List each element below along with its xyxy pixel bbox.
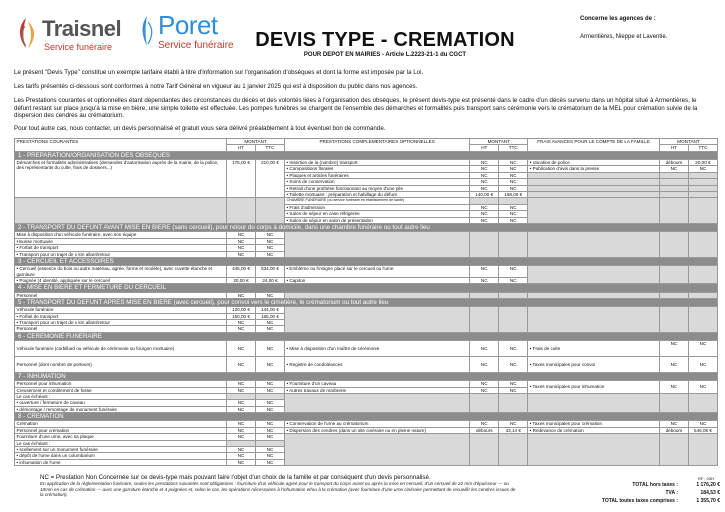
- option-label: • Retrait d'une prothèse fonctionnant au moyen d'une pile: [285, 185, 470, 191]
- agencies-list: Armentières, Nieppe et Laventie.: [580, 34, 668, 40]
- traisnel-logo-icon: [14, 16, 40, 50]
- header-ttc: TTC: [688, 145, 717, 151]
- section-header: [15, 298, 718, 306]
- fee-ttc: NC: [688, 340, 717, 356]
- option-label: • Registre de condoléances: [285, 356, 470, 372]
- amount-ttc: NC: [256, 340, 285, 356]
- tva-value: 184,53 €: [700, 490, 720, 496]
- table-header-row: [15, 139, 718, 145]
- empty-cell: [499, 232, 528, 258]
- fee-label: • Taxes municipales pour crémation: [528, 421, 660, 427]
- row-label: • scellement sur un monument funéraire: [15, 447, 227, 453]
- row-label: Véhicule funéraire (corbillard ou véhicule de cérémonie ou fourgon mortuaire): [15, 340, 227, 356]
- empty-cell: [659, 198, 688, 224]
- amount-ttc: 144,00 €: [256, 307, 285, 313]
- row-label: Personnel (dont nombre de porteurs): [15, 356, 227, 372]
- fee-label: • Taxes municipales pour inhumation: [528, 381, 660, 394]
- section-header: [15, 224, 718, 232]
- amount-ttc: NC: [256, 447, 285, 453]
- empty-cell: [659, 307, 688, 333]
- fee-ttc: NC: [688, 356, 717, 372]
- total-ht-row: [540, 481, 720, 489]
- row-label: Le cas échéant :: [15, 393, 227, 399]
- option-label: • Fourniture d'un caveau: [285, 381, 470, 387]
- section-header: [15, 257, 718, 265]
- option-label: • Frais d'admission: [285, 204, 470, 210]
- fee-label: • Publication d'avis dans la presse: [528, 166, 660, 172]
- amount-ht: NC: [470, 172, 499, 178]
- amount-ttc: NC: [256, 251, 285, 257]
- empty-cell: [688, 393, 717, 412]
- empty-cell: [285, 232, 470, 258]
- fee-ttc: 546,05 €: [688, 427, 717, 433]
- amount-ttc: NC: [256, 400, 285, 406]
- amount-ht: NC: [470, 340, 499, 356]
- table-row: [15, 340, 718, 356]
- amount-ttc: NC: [256, 356, 285, 372]
- amount-ht: NC: [470, 381, 499, 387]
- amount-ht: NC: [227, 459, 256, 465]
- row-label: Personnel pour inhumation: [15, 381, 227, 387]
- traisnel-tagline: Service funéraire: [44, 42, 113, 52]
- header-prestations: PRESTATIONS COURANTES: [15, 139, 227, 152]
- header-ttc: TTC: [499, 145, 528, 151]
- empty-cell: [528, 266, 660, 284]
- section-header: [15, 332, 718, 340]
- amount-ht: 20,00 €: [227, 277, 256, 283]
- empty-cell: [659, 266, 688, 284]
- tva-row: [540, 489, 720, 497]
- amount-ttc: NC: [499, 387, 528, 393]
- amount-ttc: NC: [256, 387, 285, 393]
- section-title: 3 - CERCUEIL ET ACCESSOIRES: [15, 257, 718, 265]
- option-label: • Insertion de la (nombre) transport: [285, 160, 470, 166]
- regulation-note: En application de la réglementation funéraire, seules les prestations suivantes sont obligatoires : fourniture d'un véhicule agréé pour le transport du corps avant ou après la mise en cercueil, d'un cercueil de 22 mm d'épaisseur — ou 18mm en cas de crémation — avec une garniture étanche et 4 poignées et, selon le cas, les opérations nécessaires à l'inhumation et/ou à la crémation (avec fourniture d'une urne cinéraire permettant de recueillir les cendres issues de la crémation).: [40, 481, 516, 498]
- agencies-heading: Concerne les agences de :: [580, 16, 656, 22]
- section-header: [15, 372, 718, 380]
- row-label-text: Démarches et formalités administratives (demandes d'autorisation auprès de la: [16, 160, 178, 166]
- section-title: 1 - PREPARATION/ORGANISATION DES OBSEQUES: [15, 151, 718, 159]
- amount-ht: NC: [470, 166, 499, 172]
- footnotes: [40, 474, 520, 498]
- empty-cell: [285, 307, 470, 333]
- amount-ttc: NC: [499, 172, 528, 178]
- fee-ht: NC: [659, 421, 688, 427]
- row-label-text: • Cercueil (essence du bois ou autre matériau, agrée, forme et modèle), avec: [16, 266, 174, 272]
- option-label: • Soins de conservation: [285, 179, 470, 185]
- amount-ttc: NC: [256, 381, 285, 387]
- amount-ttc: NC: [256, 326, 285, 332]
- amount-ht: NC: [227, 232, 256, 238]
- empty-cell: [659, 232, 688, 258]
- option-label: • Emblème ou l'insigne placé sur le cercueil ou l'urne: [285, 266, 470, 278]
- empty-cell: [659, 393, 688, 412]
- table-row: [15, 356, 718, 372]
- amount-ttc: NC: [499, 179, 528, 185]
- amount-ttc: 534,00 €: [256, 266, 285, 278]
- row-label: Véhicule funéraire: [15, 307, 227, 313]
- empty-cell: [688, 232, 717, 258]
- document-subtitle: POUR DEPOT EN MAIRIES - Article L.2223-21-1 du CGCT: [303, 52, 467, 58]
- empty-cell: [256, 198, 285, 224]
- amount-ttc: NC: [499, 340, 528, 356]
- total-ttc-row: [540, 497, 720, 505]
- fee-ht: NC: [659, 356, 688, 372]
- amount-ht: 150,00 €: [227, 313, 256, 319]
- amount-ttc: NC: [499, 204, 528, 210]
- section-title: 4 - MISE EN BIERE ET FERMETURE DU CERCUEIL: [15, 284, 718, 292]
- fee-label: • Taxes municipales pour convoi: [528, 356, 660, 372]
- amount-ht: NC: [227, 406, 256, 412]
- amount-ht: NC: [470, 266, 499, 278]
- header-ht: HT: [470, 145, 499, 151]
- row-label: • Forfait de transport: [15, 245, 227, 251]
- amount-ttc: NC: [256, 319, 285, 325]
- empty-cell: [499, 307, 528, 333]
- section-title: 2 - TRANSPORT DU DEFUNT AVANT MISE EN BIERE (sans cercueil), pour retour du corps à domicile, dans une chambre funéraire ou tout autre lieu: [15, 224, 718, 232]
- empty-cell: [688, 434, 717, 466]
- amount-ht: NC: [470, 387, 499, 393]
- amount-ttc: NC: [256, 427, 285, 433]
- amount-ttc: NC: [499, 166, 528, 172]
- amount-ht: NC: [227, 434, 256, 440]
- section-title: 7 - INHUMATION: [15, 372, 718, 380]
- fee-ht: débours: [659, 427, 688, 433]
- amount-ttc: NC: [499, 356, 528, 372]
- totals-block: [540, 476, 720, 505]
- header-ht: HT: [659, 145, 688, 151]
- row-label: • Forfait de transport: [15, 313, 227, 319]
- amount-ht: NC: [470, 160, 499, 166]
- row-label: • Transport pour un trajet de x km allant/retour: [15, 251, 227, 257]
- empty-cell: [499, 393, 528, 412]
- section-title: 8 - CREMATION: [15, 413, 718, 421]
- amount-ht: NC: [470, 421, 499, 427]
- amount-ttc: NC: [256, 245, 285, 251]
- poret-logo-icon: [140, 14, 154, 48]
- empty-cell: [528, 232, 660, 258]
- header-ttc: TTC: [256, 145, 285, 151]
- empty-cell: [470, 232, 499, 258]
- fee-ttc: 20,00 €: [688, 160, 717, 166]
- fee-ht: NC: [659, 166, 688, 172]
- intro-paragraph: Le présent "Devis Type" constitue un exemple tarifaire établi à titre d'information sur l'organisation d'obsèques et dont la forme est imposée par la Loi.: [14, 69, 424, 76]
- row-label: Creusement et comblement de fosse: [15, 387, 227, 393]
- traisnel-logo: [14, 14, 124, 54]
- empty-cell: [688, 266, 717, 284]
- amount-ht: NC: [470, 217, 499, 223]
- empty-cell: [528, 434, 660, 466]
- amount-ht: NC: [227, 292, 256, 298]
- fee-ht: NC: [659, 381, 688, 394]
- amount-ht: NC: [227, 326, 256, 332]
- fee-ttc: NC: [688, 421, 717, 427]
- section-header: [15, 151, 718, 159]
- header-montant: MONTANT: [470, 139, 528, 145]
- empty-cell: [15, 198, 227, 224]
- table-row: [15, 232, 718, 238]
- empty-cell: [528, 393, 660, 412]
- amount-ttc: 24,00 €: [256, 277, 285, 283]
- empty-cell: [227, 198, 256, 224]
- amount-ttc: NC: [256, 406, 285, 412]
- empty-cell: [528, 198, 660, 224]
- amount-ttc: NC: [499, 160, 528, 166]
- empty-cell: [470, 393, 499, 412]
- row-label: Personnel: [15, 292, 227, 298]
- fee-label: • Frais de culte: [528, 340, 660, 356]
- row-label: Crémation: [15, 421, 227, 427]
- amount-ht: NC: [470, 204, 499, 210]
- amount-ht: NC: [227, 340, 256, 356]
- header-montant: MONTANT: [227, 139, 285, 145]
- empty-cell: [528, 307, 660, 333]
- amount-ttc: NC: [256, 459, 285, 465]
- amount-ttc: 43,14 €: [499, 427, 528, 433]
- amount-ht: NC: [227, 251, 256, 257]
- amount-ht: 120,00 €: [227, 307, 256, 313]
- row-label: [15, 266, 227, 278]
- option-label: • Dispersion des cendres (dans un site cinéraire ou en pleine nature): [285, 427, 470, 433]
- header-complementaires: PRESTATIONS COMPLEMENTAIRES OPTIONNELLES: [285, 139, 470, 152]
- amount-ttc: NC: [499, 277, 528, 283]
- amount-ht: NC: [227, 453, 256, 459]
- amount-ht: NC: [227, 427, 256, 433]
- amount-ttc: NC: [499, 217, 528, 223]
- option-label: • Autres travaux de marbrerie: [285, 387, 470, 393]
- amount-ttc: 210,00 €: [256, 160, 285, 198]
- row-label: • démontage / remontage de monument funéraire: [15, 406, 227, 412]
- row-label: • dépôt de l'urne dans un columbarium: [15, 453, 227, 459]
- header-montant: MONTANT: [659, 139, 717, 145]
- amount-ht: NC: [470, 356, 499, 372]
- option-label: • Plaques et articles funéraires: [285, 172, 470, 178]
- row-label: [15, 160, 227, 198]
- empty-cell: [470, 307, 499, 333]
- poret-tagline: Service funéraire: [158, 40, 234, 51]
- section-header: [15, 284, 718, 292]
- document-title: DEVIS TYPE - CREMATION: [255, 29, 515, 51]
- nc-legend: NC = Prestation Non Concernée sur ce devis-type mais pouvant faire l'objet d'un choix de la famille et par conséquent d'un devis personnalisé.: [40, 474, 431, 481]
- amount-ttc: NC: [499, 421, 528, 427]
- quote-table: [14, 138, 718, 466]
- fee-ht: NC: [659, 340, 688, 356]
- empty-cell: [470, 434, 499, 466]
- row-label: Fourniture d'une urne, avec sa plaque: [15, 434, 227, 440]
- amount-ht: 445,00 €: [227, 266, 256, 278]
- option-label: • Salon de séjour en salon de présentation: [285, 217, 470, 223]
- table-row: [15, 198, 718, 204]
- total-ttc-value: 1 355,70 €: [696, 498, 720, 504]
- section-title: 6 - CEREMONIE FUNERAIRE: [15, 332, 718, 340]
- amount-ht: NC: [227, 356, 256, 372]
- amount-ht: NC: [470, 277, 499, 283]
- total-ttc-label: TOTAL toutes taxes comprises :: [601, 498, 678, 504]
- amount-ht: NC: [470, 185, 499, 191]
- empty-cell: [285, 434, 470, 466]
- amount-ttc: 168,00 €: [499, 192, 528, 198]
- row-label-text: mairie, de la police, des représentants du culte, frais de dossiers...): [16, 160, 219, 171]
- row-label: Mise à disposition d'un véhicule funéraire, avec son équipe: [15, 232, 227, 238]
- amount-ttc: NC: [499, 266, 528, 278]
- header-frais-avances: FRAIS AVANCES POUR LE COMPTE DE LA FAMILLE: [528, 139, 660, 152]
- empty-cell: [688, 198, 717, 224]
- row-label: Housse mortuaire: [15, 238, 227, 244]
- empty-cell: [499, 434, 528, 466]
- empty-cell: [659, 434, 688, 466]
- row-label: • inhumation de l'urne: [15, 459, 227, 465]
- row-label: • Poignée (4 identité, appliquée sur le cercueil: [15, 277, 227, 283]
- amount-ht: NC: [227, 400, 256, 406]
- total-ht-value: 1 176,20 €: [696, 482, 720, 488]
- table-row: [15, 266, 718, 278]
- amount-ttc: NC: [256, 232, 285, 238]
- total-ht-label: TOTAL hors taxes :: [632, 482, 678, 488]
- amount-ht: débours: [470, 427, 499, 433]
- amount-ht: NC: [470, 179, 499, 185]
- traisnel-name: Traisnel: [42, 16, 122, 41]
- reference-code: RF : 03H: [697, 476, 714, 481]
- amount-ttc: NC: [256, 238, 285, 244]
- amount-ttc: NC: [499, 185, 528, 191]
- section-header: [15, 413, 718, 421]
- fee-label: • Redevance de crémation: [528, 427, 660, 433]
- amount-ht: NC: [227, 245, 256, 251]
- intro-paragraph: Pour tout autre cas, nous contacter, un devis personnalisé et gratuit vous sera délivré préalablement à tout éventuel bon de commande.: [14, 125, 386, 132]
- fee-ht: débours: [659, 160, 688, 166]
- option-label: • Toilette mortuaire : préparation et habillage du défunt: [285, 192, 470, 198]
- header-ht: HT: [227, 145, 256, 151]
- option-group-label: CHAMBRE FUNERAIRE (ou service funéraire en établissement de santé): [285, 198, 470, 204]
- amount-ht: NC: [227, 421, 256, 427]
- amount-ttc: NC: [256, 453, 285, 459]
- amount-ht: NC: [227, 387, 256, 393]
- amount-ht: 140,00 €: [470, 192, 499, 198]
- row-label: Le cas échéant :: [15, 440, 227, 446]
- poret-logo: [140, 10, 250, 54]
- amount-ttc: NC: [256, 292, 285, 298]
- option-label: • Capiton: [285, 277, 470, 283]
- amount-ht: NC: [227, 381, 256, 387]
- row-label-text: cuvette étanche et garniture: [16, 266, 213, 277]
- section-title: 5 - TRANSPORT DU DEFUNT APRES MISE EN BIERE (avec cercueil), pour convoi vers le cimetière, le crématorium ou tout autre lieu: [15, 298, 718, 306]
- tva-label: TVA :: [665, 490, 678, 496]
- fee-ttc: NC: [688, 381, 717, 394]
- option-label: • Compositions florales: [285, 166, 470, 172]
- empty-cell: [688, 307, 717, 333]
- option-label: • Mise à disposition d'un maître de cérémonie: [285, 340, 470, 356]
- row-label: • ouverture / fermeture de caveau: [15, 400, 227, 406]
- amount-ttc: NC: [256, 434, 285, 440]
- amount-ht: 175,00 €: [227, 160, 256, 198]
- intro-paragraph: Les Prestations courantes et optionnelles étant dépendantes des circonstances du décès et des volontés liées à l'organisation des obsèques, le présent devis-type est présenté dans le cadre d'un décès survenu dans un hôpital situé à Armentières, le défunt restant sur place jusqu'à la mise en bière, une simple toilette est effectuée. Les pompes funèbres se chargent de l'ensemble des démarches et formalités puis transport sans cérémonie vers le crématorium de la MEL pour crémation suivie de la dispersion des cendres au crématorium.: [14, 97, 698, 120]
- option-label: • Conservation de l'urne au crématorium: [285, 421, 470, 427]
- option-label: • Salon de séjour en case réfrigérée: [285, 211, 470, 217]
- fee-ttc: NC: [688, 166, 717, 172]
- amount-ttc: 165,00 €: [256, 313, 285, 319]
- row-label: • Transport pour un trajet de x km allant/retour: [15, 319, 227, 325]
- amount-ttc: NC: [256, 421, 285, 427]
- row-label: Personnel pour crémation: [15, 427, 227, 433]
- amount-ht: NC: [470, 211, 499, 217]
- empty-cell: [285, 393, 470, 412]
- amount-ht: NC: [227, 319, 256, 325]
- amount-ht: NC: [227, 238, 256, 244]
- amount-ttc: NC: [499, 211, 528, 217]
- amount-ht: NC: [227, 447, 256, 453]
- row-label: Personnel: [15, 326, 227, 332]
- amount-ttc: NC: [499, 381, 528, 387]
- intro-paragraph: Les tarifs présentés ci-dessous sont conformes à notre Tarif Général en vigueur au 1 janvier 2025 qui est à disposition du public dans nos agences.: [14, 83, 418, 90]
- fee-label: • Vacation de police: [528, 160, 660, 166]
- poret-name: Poret: [158, 10, 218, 40]
